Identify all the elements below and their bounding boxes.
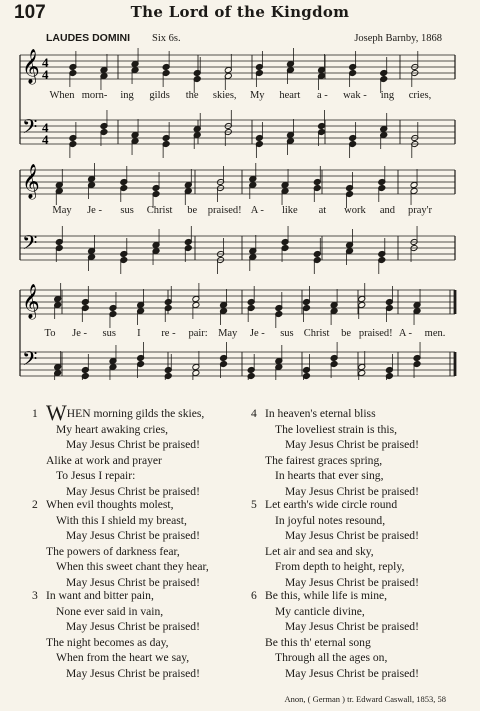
- lyric-syllable: wak -: [343, 90, 367, 101]
- verse-line: May Jesus Christ be praised!: [285, 529, 419, 543]
- verse-line: From depth to height, reply,: [275, 560, 405, 574]
- verse-line: In joyful notes resound,: [275, 513, 386, 527]
- lyric-syllable: and: [379, 205, 396, 216]
- verse-2: [32, 497, 209, 591]
- lyric-syllable: ing: [380, 90, 395, 101]
- lyric-syllable: My: [249, 90, 265, 101]
- bass-clef: 𝄢: [22, 115, 38, 143]
- hymn-number: 107: [14, 2, 46, 23]
- verse-line: Be this, while life is mine,: [265, 589, 388, 602]
- treble-clef: 𝄞: [22, 284, 40, 319]
- lyric-syllable: Je -: [72, 328, 88, 339]
- verse-number: 6: [251, 589, 257, 602]
- verse-line: My canticle divine,: [275, 604, 365, 618]
- verse-line: The powers of darkness fear,: [46, 544, 180, 558]
- treble-clef: 𝄞: [22, 164, 40, 199]
- lyric-syllable: heart: [279, 90, 301, 101]
- verse-line: The night becomes as day,: [46, 635, 169, 649]
- lyric-syllable: re -: [161, 328, 176, 339]
- verse-line: Through all the ages on,: [275, 651, 388, 665]
- lyric-syllable: work: [344, 205, 366, 216]
- treble-clef: 𝄞: [22, 49, 40, 84]
- verse-line: To Jesus I repair:: [56, 469, 136, 483]
- verse-line: May Jesus Christ be praised!: [285, 484, 419, 498]
- verse-5: [251, 497, 419, 591]
- composer: Joseph Barnby, 1868: [354, 33, 442, 44]
- verse-line: Let air and sea and sky,: [265, 544, 374, 558]
- verse-line: May Jesus Christ be praised!: [285, 575, 419, 589]
- verse-line: May Jesus Christ be praised!: [66, 575, 200, 589]
- verse-line: May Jesus Christ be praised!: [66, 484, 200, 498]
- verse-line: HEN morning gilds the skies,: [66, 407, 205, 420]
- lyric-syllable: A -: [250, 205, 264, 216]
- meter: Six 6s.: [152, 33, 181, 44]
- time-signature-top: 4: [42, 120, 49, 135]
- lyric-syllable: praised!: [207, 205, 242, 216]
- verse-line: May Jesus Christ be praised!: [285, 620, 419, 634]
- lyric-syllable: Christ: [303, 328, 330, 339]
- verse-line: With this I shield my breast,: [56, 513, 187, 527]
- verse-number: 3: [32, 589, 38, 602]
- time-signature-bottom: 4: [42, 67, 49, 82]
- time-signature-bottom: 4: [42, 132, 49, 147]
- lyric-syllable: Je -: [87, 205, 102, 216]
- verse-line: In heaven's eternal bliss: [265, 407, 376, 420]
- verse-line: The fairest graces spring,: [265, 453, 383, 467]
- lyric-syllable: the: [185, 90, 199, 101]
- lyric-syllable: men.: [424, 328, 446, 339]
- attribution: Anon, ( German ) tr. Edward Caswall, 1853, 58: [284, 694, 446, 704]
- verse-line: May Jesus Christ be praised!: [66, 620, 200, 634]
- lyric-syllable: ing: [120, 90, 134, 101]
- verse-3: [32, 588, 200, 682]
- lyric-syllable: pray'r: [407, 205, 433, 216]
- verse-number: 4: [251, 407, 257, 420]
- lyric-syllable: at: [318, 205, 327, 216]
- lyric-syllable: a -: [316, 90, 328, 101]
- lyric-syllable: be: [187, 205, 198, 216]
- hymn-title: The Lord of the Kingdom: [130, 3, 350, 21]
- drop-cap: W: [46, 400, 67, 425]
- verse-line: None ever said in vain,: [56, 604, 164, 618]
- lyric-syllable: Je -: [249, 328, 265, 339]
- verse-line: Be this th' eternal song: [265, 635, 371, 649]
- verse-1: [32, 400, 205, 500]
- lyric-syllable: cries,: [408, 90, 432, 101]
- verse-line: May Jesus Christ be praised!: [66, 438, 200, 452]
- lyric-syllable: To: [44, 328, 56, 339]
- tune-name: LAUDES DOMINI: [46, 32, 130, 44]
- verse-line: My heart awaking cries,: [56, 422, 169, 436]
- lyric-syllable: sus: [280, 328, 294, 339]
- lyric-syllable: Christ: [146, 205, 173, 216]
- verse-line: May Jesus Christ be praised!: [285, 666, 419, 680]
- lyric-syllable: May: [218, 328, 238, 339]
- lyric-syllable: praised!: [358, 328, 393, 339]
- verse-number: 5: [251, 498, 257, 511]
- lyric-syllable: sus: [120, 205, 134, 216]
- verse-line: When this sweet chant they hear,: [56, 560, 209, 574]
- verse-line: The loveliest strain is this,: [275, 422, 398, 436]
- verse-number: 1: [32, 407, 38, 420]
- verse-6: [251, 588, 419, 682]
- lyric-syllable: gilds: [149, 90, 170, 101]
- verse-line: When from the heart we say,: [56, 651, 190, 665]
- verse-number: 2: [32, 498, 38, 511]
- lyric-syllable: May: [52, 205, 72, 216]
- verse-line: Let earth's wide circle round: [265, 498, 398, 511]
- bass-clef: 𝄢: [22, 347, 38, 375]
- verse-line: In want and bitter pain,: [46, 589, 154, 602]
- lyric-syllable: A -: [398, 328, 412, 339]
- lyric-syllable: sus: [102, 328, 116, 339]
- lyric-syllable: skies,: [212, 90, 237, 101]
- verse-4: [251, 406, 419, 500]
- lyric-syllable: I: [137, 328, 141, 339]
- lyric-syllable: morn-: [81, 90, 108, 101]
- lyric-syllable: When: [49, 90, 75, 101]
- verse-line: In hearts that ever sing,: [275, 469, 384, 483]
- verse-line: May Jesus Christ be praised!: [66, 529, 200, 543]
- lyric-syllable: like: [281, 205, 298, 216]
- verse-line: Alike at work and prayer: [46, 453, 162, 467]
- time-signature-top: 4: [42, 55, 49, 70]
- verse-line: When evil thoughts molest,: [46, 498, 174, 511]
- lyric-syllable: be: [341, 328, 352, 339]
- bass-clef: 𝄢: [22, 231, 38, 259]
- lyric-syllable: pair:: [188, 328, 208, 339]
- verse-line: May Jesus Christ be praised!: [66, 666, 200, 680]
- verse-line: May Jesus Christ be praised!: [285, 438, 419, 452]
